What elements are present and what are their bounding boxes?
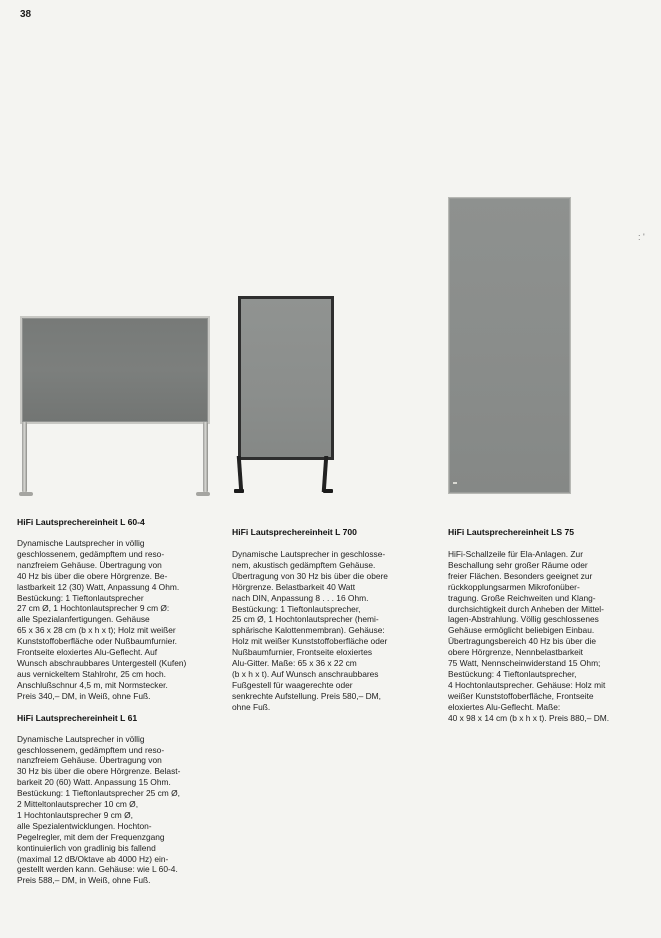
- speaker-ls75-image: [448, 197, 571, 494]
- product-description-l700: Dynamische Lautsprecher in geschlosse- nem, akustisch gedämpftem Gehäuse. Übertragung von 30 Hz bis über die obere Hörgrenze. Belastbarkeit 40 Watt nach DIN, Anpassung 8 . . . 16 Ohm. Bestückung: 1 Tieftonlautsprecher, 25 cm Ø, 1 Hochtonlautsprecher (hemi- sphärische Kalottenmembran). Gehäuse: Holz mit weißer Kunststoffoberfläche oder Nußbaumfurnier, Frontseite eloxiertes Alu-Gitter. Maße: 65 x 36 x 22 cm (b x h x t). Auf Wunsch anschraubbares Fußgestell für waagerechte oder senkrechte Aufstellung. Preis 580,– DM, ohne Fuß.: [232, 549, 388, 712]
- speaker-l60-4-leg-right: [203, 422, 208, 492]
- speaker-l60-4-cabinet: [20, 316, 210, 424]
- margin-marks: : ': [638, 232, 645, 242]
- speaker-l60-4-image: [16, 316, 211, 496]
- product-title-l60-4: HiFi Lautsprechereinheit L 60-4: [17, 517, 145, 527]
- product-description-ls75: HiFi-Schallzeile für Ela-Anlagen. Zur Beschallung sehr großer Räume oder freier Flächen. Besonders geeignet zur rückkopplungsarmen Mikrofonüber- tragung. Große Reichweiten und Klang- durchsichtigkeit durch Anheben der Mittel- lagen-Abstrahlung. Völlig geschlossenes Gehäuse ermöglicht beliebigen Einbau. Übertragungsbereich 40 Hz bis über die obere Hörgrenze, Nennbelastbarkeit 75 Watt, Nennscheinwiderstand 15 Ohm; Bestückung: 4 Tieftonlautsprecher, 4 Hochtonlautsprecher. Gehäuse: Holz mit weißer Kunststoffoberfläche, Frontseite eloxiertes Alu-Geflecht. Maße: 40 x 98 x 14 cm (b x h x t). Preis 880,– DM.: [448, 549, 610, 723]
- column-right: [448, 527, 648, 724]
- page-number: 38: [20, 9, 32, 20]
- column-left: [17, 517, 227, 886]
- speaker-l700-leg-left: [237, 456, 244, 492]
- column-middle: [232, 527, 442, 713]
- product-title-ls75: HiFi Lautsprechereinheit LS 75: [448, 527, 575, 537]
- speaker-l700-leg-right: [322, 456, 329, 492]
- speaker-l700-foot-left: [234, 489, 244, 493]
- product-description-l61: Dynamische Lautsprecher in völlig geschlossenem, gedämpftem und reso- nanzfreiem Gehäuse. Übertragung von 30 Hz bis über die obere Hörgrenze. Belast- barkeit 20 (60) Watt. Anpassung 15 Ohm. Bestückung: 1 Tieftonlautsprecher 25 cm Ø, 2 Mitteltonlautsprecher 10 cm Ø, 1 Hochtonlautsprecher 9 cm Ø, alle Spezialentwicklungen. Hochton- Pegelregler, mit dem der Frequenzgang kontinuierlich von gradlinig bis fallend (maximal 12 dB/Oktave ab 4000 Hz) ein- gestellt werden kann. Gehäuse: wie L 60-4. Preis 588,– DM, in Weiß, ohne Fuß.: [17, 733, 181, 886]
- speaker-l700-image: [232, 296, 336, 494]
- product-description-l60-4: Dynamische Lautsprecher in völlig geschlossenem, gedämpftem und reso- nanzfreiem Gehäuse. Übertragung von 40 Hz bis über die obere Hörgrenze. Be- lastbarkeit 12 (30) Watt, Anpassung 4 Ohm. Bestückung: 1 Tieftonlautsprecher 27 cm Ø, 1 Hochtonlautsprecher 9 cm Ø: alle Spezialanfertigungen. Gehäuse 65 x 36 x 28 cm (b x h x t); Holz mit weißer Kunststoffoberfläche oder Nußbaumfurnier. Frontseite eloxiertes Alu-Geflecht. Auf Wunsch abschraubbares Untergestell (Kufen) aus vernickeltem Stahlrohr, 25 cm hoch. Anschlußschnur 4,5 m, mit Normstecker. Preis 340,– DM, in Weiß, ohne Fuß.: [17, 538, 187, 701]
- speaker-l60-4-leg-left: [22, 422, 27, 492]
- product-title-l700: HiFi Lautsprechereinheit L 700: [232, 527, 357, 537]
- speaker-l700-cabinet: [238, 296, 334, 460]
- product-title-l61: HiFi Lautsprechereinheit L 61: [17, 712, 138, 723]
- speaker-l60-4-skid-left: [19, 492, 33, 496]
- speaker-l700-foot-right: [323, 489, 333, 493]
- speaker-ls75-badge: [453, 482, 457, 484]
- speaker-l60-4-skid-right: [196, 492, 210, 496]
